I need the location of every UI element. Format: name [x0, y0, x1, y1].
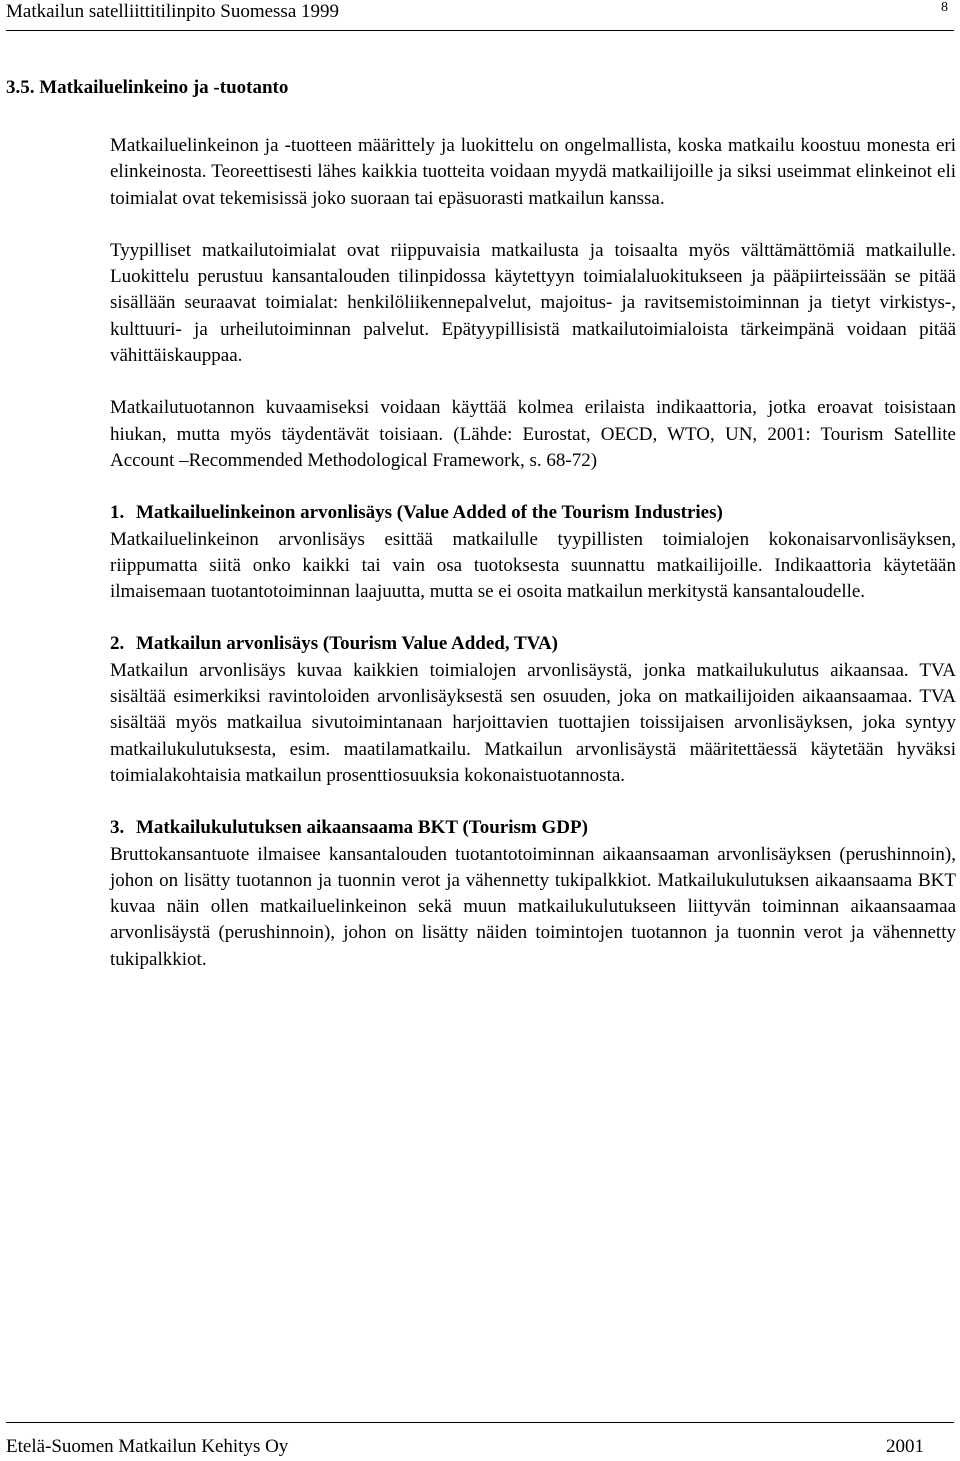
indicator-item — [110, 631, 956, 789]
footer-year: 2001 — [886, 1436, 924, 1457]
indicator-item — [110, 500, 956, 605]
paragraph: Tyypilliset matkailutoimialat ovat riippuvaisia matkailusta ja toisaalta myös välttämättömiä matkailulle. Luokittelu perustuu kansantalouden tilinpidossa käytettyyn toimialaluokitukseen ja pääpiirteissään se pitää sisällään seuraavat toimialat: henkilöliikennepalvelut, majoitus- ja ravitsemistoiminnan ja tietyt virkistys-, kulttuuri- ja urheilutoiminnan palvelut. Epätyypillisistä matkailutoimialoista tärkeimpänä voidaan pitää vähittäiskauppaa. — [110, 239, 956, 367]
indicator-number: 3. — [110, 817, 125, 839]
indicator-text: Bruttokansantuote ilmaisee kansantalouden tuotantotoiminnan aikaansaaman arvonlisäyksen (perushinnoin), johon on lisätty tuotannon ja tuonnin verot ja vähennetty tukipalkkiot. Matkailukulutuksen aikaansaama BKT kuvaa näin ollen matkailuelinkeinon sekä muun matkailukulutukseen liittyvän toiminnan aikaansaamaa arvonlisäystä (perushinnoin), johon on lisätty näiden toimintojen tuotannon ja tuonnin verot ja vähennetty tukipalkkiot. — [110, 843, 956, 970]
indicator-number: 2. — [110, 633, 125, 655]
indicator-text: Matkailun arvonlisäys kuvaa kaikkien toimialojen arvonlisäystä, jonka matkailukulutus aikaansaa. TVA sisältää esimerkiksi ravintoloiden arvonlisäyksestä sen osuuden, joka on matkailijoiden aikaansaamaa. TVA sisältää myös matkailua sivutoimintanaan harjoittavien tuottajien toissijaisen arvonlisäyksen, joka syntyy matkailukulutuksesta, esim. maatilamatkailu. Matkailun arvonlisäystä määritettäessä käytetään hyväksi toimialakohtaisia matkailun prosenttiosuuksia kokonaistuotannosta. — [110, 659, 956, 786]
page-footer — [6, 1422, 954, 1457]
indicator-title-text: Matkailuelinkeinon arvonlisäys (Value Added of the Tourism Industries) — [136, 502, 723, 524]
indicator-title-text: Matkailun arvonlisäys (Tourism Value Added, TVA) — [136, 633, 558, 655]
indicator-title-text: Matkailukulutuksen aikaansaama BKT (Tourism GDP) — [136, 817, 588, 839]
body-content — [110, 133, 956, 973]
page-number: 8 — [941, 0, 948, 15]
section-heading: 3.5. Matkailuelinkeino ja -tuotanto — [6, 77, 289, 98]
document-title: Matkailun satelliittitilinpito Suomessa 1999 — [6, 1, 340, 22]
indicator-text: Matkailuelinkeinon arvonlisäys esittää matkailulle tyypillisten toimialojen kokonaisarvonlisäyksen, riippumatta siitä onko kaikki tai vain osa tuotoksesta suunnattu matkailijoille. Indikaattoria käytetään ilmaisemaan tuotantotoiminnan laajuutta, mutta se ei osoita matkailun merkitystä kansantaloudelle. — [110, 528, 956, 603]
page-header — [6, 0, 954, 31]
indicator-item — [110, 815, 956, 973]
paragraph: Matkailuelinkeinon ja -tuotteen määrittely ja luokittelu on ongelmallista, koska matkailu koostuu monesta eri elinkeinosta. Teoreettisesti lähes kaikkia tuotteita voidaan myydä matkailijoille ja siksi useimmat elinkeinot eli toimialat ovat tekemisissä joko suoraan tai epäsuorasti matkailun kanssa. — [110, 135, 956, 209]
indicator-title — [110, 500, 956, 526]
footer-publisher: Etelä-Suomen Matkailun Kehitys Oy — [6, 1436, 289, 1457]
indicator-title — [110, 631, 956, 657]
indicator-title — [110, 815, 956, 841]
indicator-number: 1. — [110, 502, 125, 524]
paragraph: Matkailutuotannon kuvaamiseksi voidaan käyttää kolmea erilaista indikaattoria, jotka eroavat toisistaan hiukan, mutta myös täydentävät toisiaan. (Lähde: Eurostat, OECD, WTO, UN, 2001: Tourism Satellite Account –Recommended Methodological Framework, s. 68-72) — [110, 397, 956, 471]
